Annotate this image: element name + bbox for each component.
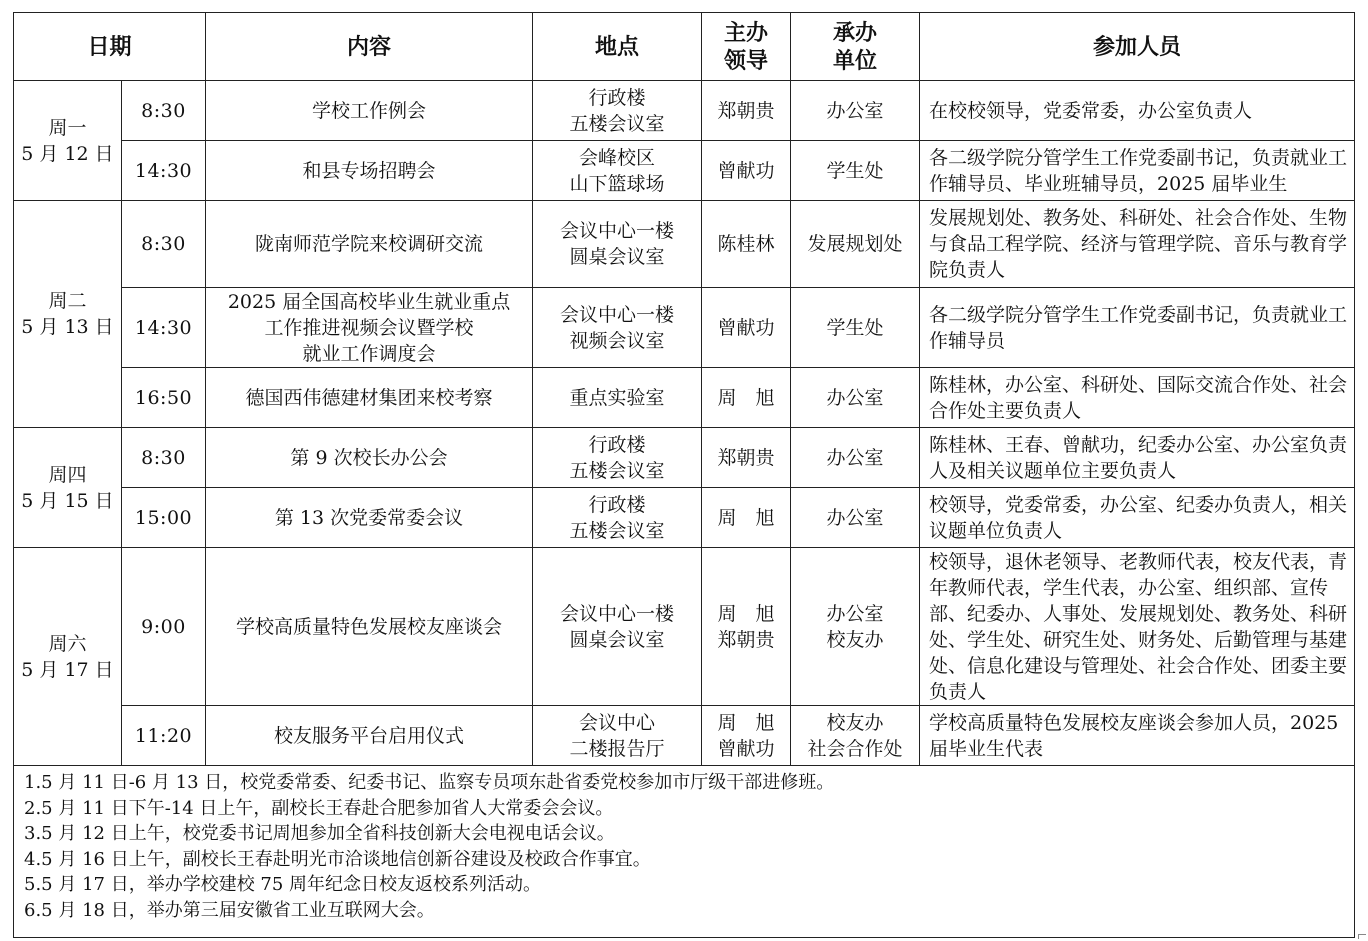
header-row	[14, 13, 1355, 81]
location-cell: 行政楼 五楼会议室	[533, 81, 702, 141]
content-cell: 和县专场招聘会	[206, 141, 533, 201]
content-cell: 学校高质量特色发展校友座谈会	[206, 548, 533, 706]
resize-corner-mark	[1358, 934, 1366, 939]
time-cell: 9:00	[122, 548, 206, 706]
location-cell: 会议中心 二楼报告厅	[533, 706, 702, 766]
location-cell: 会议中心一楼 视频会议室	[533, 288, 702, 368]
notes-cell	[14, 766, 1355, 938]
note-item: 3.5 月 12 日上午，校党委书记周旭参加全省科技创新大会电视电话会议。	[24, 823, 615, 844]
leader-cell: 曾献功	[702, 288, 791, 368]
leader-cell: 曾献功	[702, 141, 791, 201]
header-location: 地点	[533, 13, 702, 81]
note-item: 1.5 月 11 日-6 月 13 日，校党委常委、纪委书记、监察专员项东赴省委党校参加市厅级干部进修班。	[24, 772, 835, 793]
note-item: 5.5 月 17 日，举办学校建校 75 周年纪念日校友返校系列活动。	[24, 874, 542, 895]
location-cell: 行政楼 五楼会议室	[533, 488, 702, 548]
table-row	[14, 288, 1355, 368]
table-row	[14, 488, 1355, 548]
leader-cell: 郑朝贵	[702, 428, 791, 488]
time-cell: 16:50	[122, 368, 206, 428]
table-row	[14, 706, 1355, 766]
attendees-cell: 在校校领导，党委常委，办公室负责人	[920, 81, 1355, 141]
table-row	[14, 548, 1355, 706]
attendees-cell: 校领导，党委常委，办公室、纪委办负责人，相关议题单位负责人	[920, 488, 1355, 548]
schedule-table	[13, 12, 1355, 938]
note-item: 2.5 月 11 日下午-14 日上午，副校长王春赴合肥参加省人大常委会会议。	[24, 797, 614, 819]
leader-cell: 周 旭	[702, 488, 791, 548]
unit-cell: 办公室	[791, 368, 920, 428]
header-unit: 承办 单位	[791, 13, 920, 81]
attendees-cell: 陈桂林，办公室、科研处、国际交流合作处、社会合作处主要负责人	[920, 368, 1355, 428]
time-cell: 14:30	[122, 288, 206, 368]
location-cell: 会议中心一楼 圆桌会议室	[533, 201, 702, 288]
unit-cell: 办公室	[791, 428, 920, 488]
day-cell: 周四 5 月 15 日	[14, 428, 122, 548]
day-cell: 周一 5 月 12 日	[14, 81, 122, 201]
time-cell: 8:30	[122, 201, 206, 288]
content-cell: 陇南师范学院来校调研交流	[206, 201, 533, 288]
content-cell: 德国西伟德建材集团来校考察	[206, 368, 533, 428]
leader-cell: 周 旭 曾献功	[702, 706, 791, 766]
attendees-cell: 各二级学院分管学生工作党委副书记，负责就业工作辅导员	[920, 288, 1355, 368]
unit-cell: 学生处	[791, 288, 920, 368]
location-cell: 会峰校区 山下篮球场	[533, 141, 702, 201]
attendees-cell: 发展规划处、教务处、科研处、社会合作处、生物与食品工程学院、经济与管理学院、音乐与教育学院负责人	[920, 201, 1355, 288]
location-cell: 会议中心一楼 圆桌会议室	[533, 548, 702, 706]
table-row	[14, 141, 1355, 201]
time-cell: 8:30	[122, 81, 206, 141]
leader-cell: 周 旭 郑朝贵	[702, 548, 791, 706]
location-cell: 重点实验室	[533, 368, 702, 428]
note-item: 6.5 月 18 日，举办第三届安徽省工业互联网大会。	[24, 899, 435, 921]
day-cell: 周二 5 月 13 日	[14, 201, 122, 428]
time-cell: 14:30	[122, 141, 206, 201]
unit-cell: 发展规划处	[791, 201, 920, 288]
notes-row	[14, 766, 1355, 938]
unit-cell: 学生处	[791, 141, 920, 201]
time-cell: 15:00	[122, 488, 206, 548]
header-leader: 主办 领导	[702, 13, 791, 81]
content-cell: 学校工作例会	[206, 81, 533, 141]
header-content: 内容	[206, 13, 533, 81]
leader-cell: 郑朝贵	[702, 81, 791, 141]
unit-cell: 办公室	[791, 488, 920, 548]
header-date: 日期	[14, 13, 206, 81]
note-item: 4.5 月 16 日上午，副校长王春赴明光市洽谈地信创新谷建设及校政合作事宜。	[24, 848, 651, 870]
unit-cell: 办公室	[791, 81, 920, 141]
attendees-cell: 校领导，退休老领导、老教师代表，校友代表，青年教师代表，学生代表，办公室、组织部、宣传部、纪委办、人事处、发展规划处、教务处、科研处、学生处、研究生处、财务处、后勤管理与基建处、信息化建设与管理处、社会合作处、团委主要负责人	[920, 548, 1355, 706]
attendees-cell: 陈桂林、王春、曾献功，纪委办公室、办公室负责人及相关议题单位主要负责人	[920, 428, 1355, 488]
content-cell: 第 13 次党委常委会议	[206, 488, 533, 548]
table-row	[14, 81, 1355, 141]
leader-cell: 陈桂林	[702, 201, 791, 288]
table-row	[14, 368, 1355, 428]
table-row	[14, 201, 1355, 288]
header-attendees: 参加人员	[920, 13, 1355, 81]
attendees-cell: 学校高质量特色发展校友座谈会参加人员，2025 届毕业生代表	[920, 706, 1355, 766]
location-cell: 行政楼 五楼会议室	[533, 428, 702, 488]
unit-cell: 校友办 社会合作处	[791, 706, 920, 766]
content-cell: 2025 届全国高校毕业生就业重点 工作推进视频会议暨学校 就业工作调度会	[206, 288, 533, 368]
unit-cell: 办公室 校友办	[791, 548, 920, 706]
leader-cell: 周 旭	[702, 368, 791, 428]
table-row	[14, 428, 1355, 488]
attendees-cell: 各二级学院分管学生工作党委副书记，负责就业工作辅导员、毕业班辅导员，2025 届毕业生	[920, 141, 1355, 201]
content-cell: 校友服务平台启用仪式	[206, 706, 533, 766]
time-cell: 8:30	[122, 428, 206, 488]
time-cell: 11:20	[122, 706, 206, 766]
content-cell: 第 9 次校长办公会	[206, 428, 533, 488]
day-cell: 周六 5 月 17 日	[14, 548, 122, 766]
